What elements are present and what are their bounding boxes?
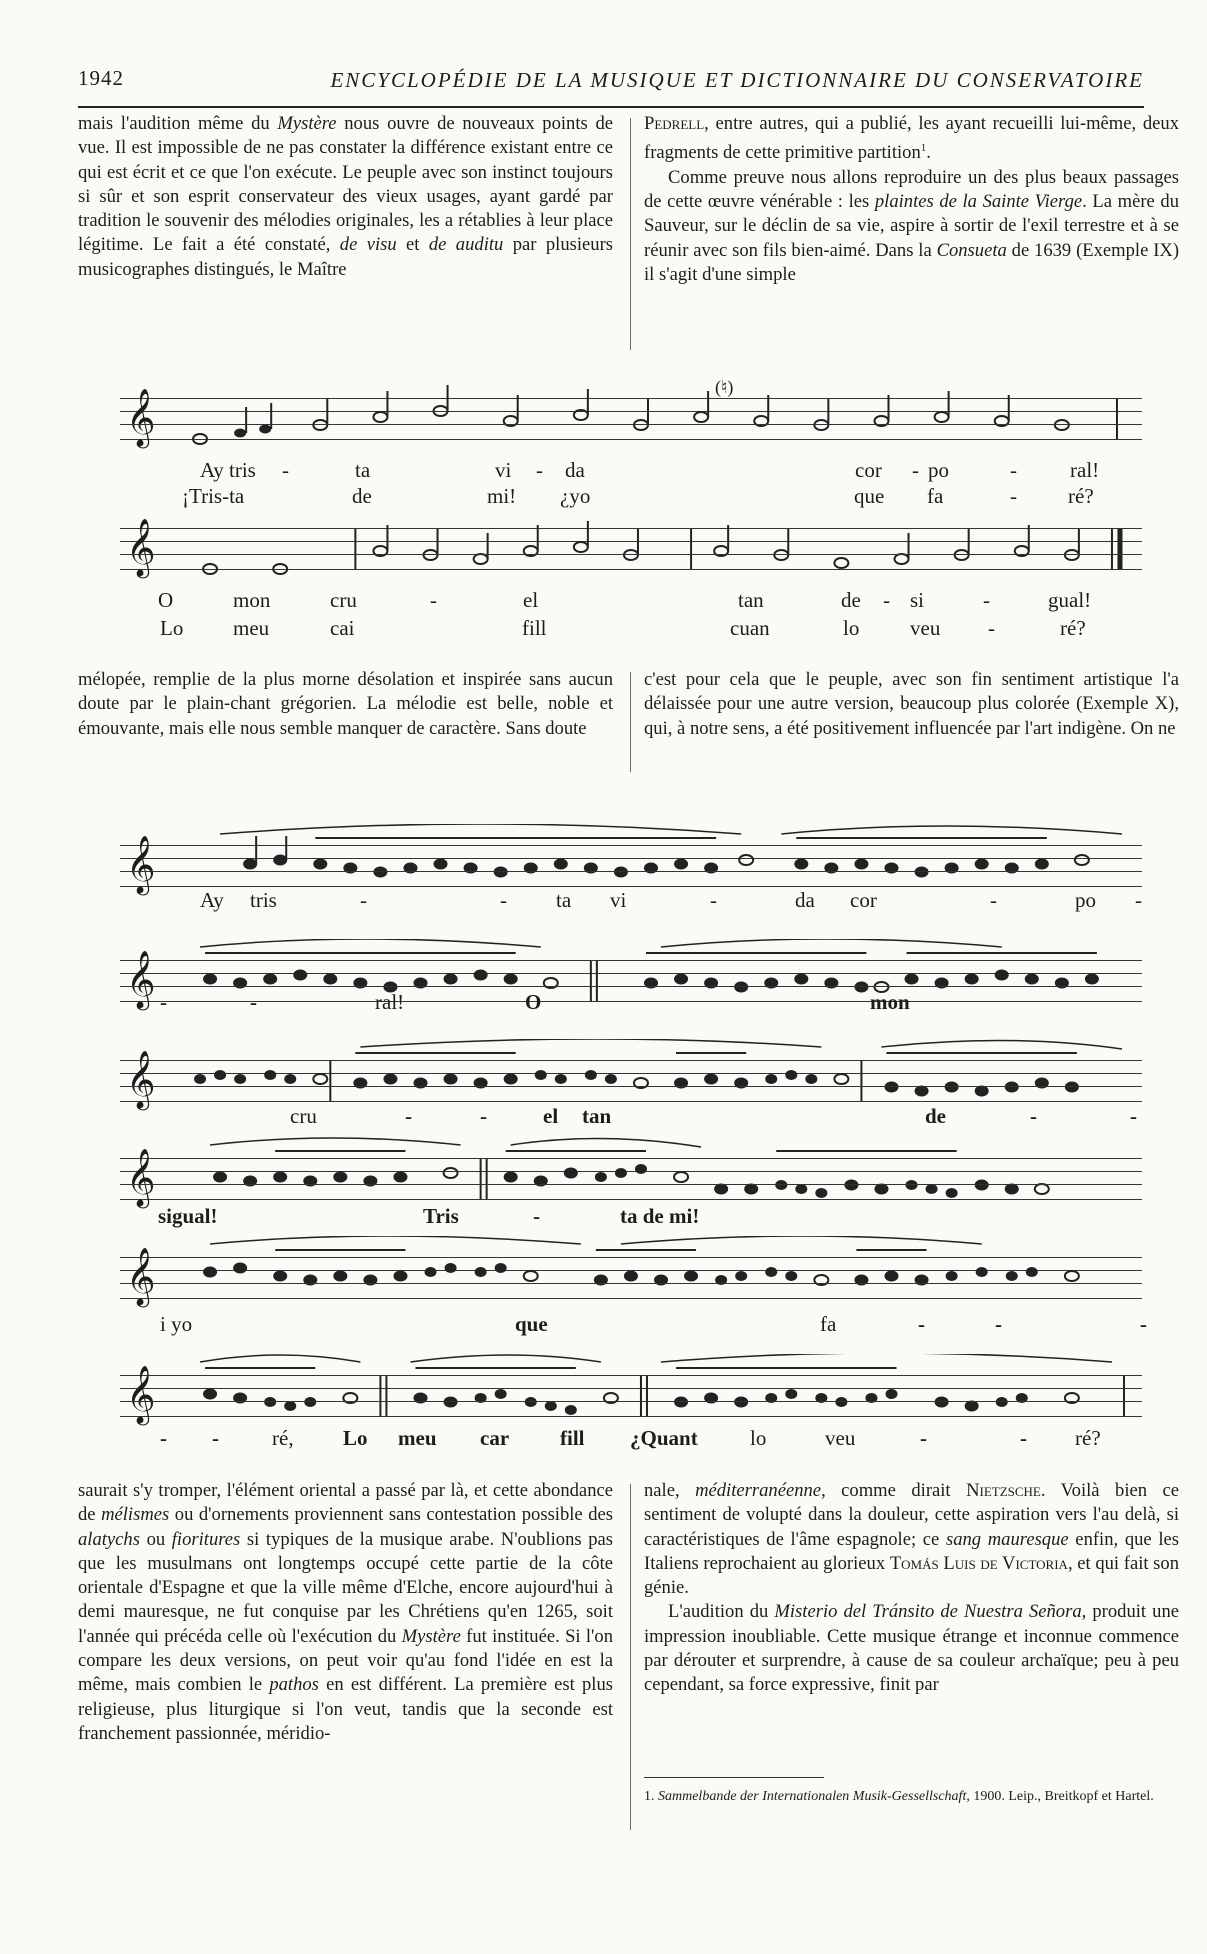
text-run: mais l'audition même du [78, 113, 278, 134]
lyric-syllable: ral! [375, 990, 405, 1014]
lyric-hyphen: - [918, 1312, 925, 1336]
lyric-hyphen: - [533, 1204, 540, 1228]
italic-run: alatychs [78, 1528, 140, 1550]
text-run: par plusieurs musicographes distingués, le Maître [78, 234, 613, 280]
lyric-syllable: mon [870, 990, 910, 1014]
lyric-syllable: da [795, 888, 815, 912]
note-row [180, 1354, 1132, 1434]
column-left-top [78, 112, 613, 282]
text-run: , entre autres, qui a publié, les ayant recueilli lui-même, deux fragments de cette primitive partition [644, 113, 1179, 164]
column-rule [630, 672, 631, 772]
lyric-hyphen: - [988, 616, 995, 640]
text-run: , produit une impression inoubliable. Cette musique étrange et inconnue commence par dérouter et surprendre, à cause de sa couleur archaïque; peu à peu cependant, sa force expressive, finit par [644, 1601, 1179, 1696]
music-staff [120, 1247, 1142, 1305]
treble-clef-icon: 𝄞 [126, 835, 156, 893]
text-run: ou d'ornements proviennent sans contestation possible des [169, 1504, 613, 1526]
column-rule [630, 118, 631, 350]
footnote-ref[interactable]: 1 [920, 142, 927, 155]
column-left-mid [78, 668, 613, 741]
italic-run: méditerranéenne [695, 1480, 822, 1501]
lyric-hyphen: - [710, 888, 717, 912]
text-run: ou [139, 1528, 172, 1550]
lyric-hyphen: - [250, 990, 257, 1014]
text-run: nous ouvre de nouveaux points de vue. Il est impossible de ne pas constater la différence existant entre ce qui est écrit et ce que l'on exécute. Le peuple avec son instinct toujours si sûr et son esprit conservateur des vieux usages, ayant gardé par tradition le souvenir des mélodies originales, les a rétablies à leur place légitime. Le fait a été constaté, [78, 113, 613, 256]
lyric-syllable: car [480, 1426, 510, 1450]
treble-clef-icon: 𝄞 [126, 950, 156, 1008]
italic-run: Misterio del Tránsito de Nuestra Señora [774, 1601, 1082, 1623]
page-number: 1942 [78, 66, 124, 90]
treble-clef-icon: 𝄞 [126, 388, 156, 446]
lyric-syllable: ta de mi! [620, 1204, 700, 1228]
italic-run: sang mauresque [945, 1528, 1069, 1550]
lyric-hyphen: - [912, 458, 919, 482]
lyric-hyphen: - [1020, 1426, 1027, 1450]
lyric-syllable: fill [560, 1426, 585, 1450]
paragraph [78, 112, 613, 282]
small-caps-name: Tomás Luis de Victoria [889, 1552, 1068, 1574]
natural-sign: (♮) [715, 377, 734, 397]
small-caps-name: Nietzsche [966, 1480, 1041, 1501]
footnote [644, 1787, 1184, 1807]
text-run: saurait s'y tromper, l'élément oriental a passé par là, et cette abondance de [78, 1480, 613, 1526]
italic-run: Consueta [936, 239, 1007, 261]
text-run: enfin, que les Italiens reprochaient au glorieux [644, 1528, 1179, 1574]
treble-clef-icon: 𝄞 [126, 1365, 156, 1423]
lyric-hyphen: - [983, 588, 990, 612]
music-staff [120, 388, 1142, 446]
italic-run: plaintes de la Sainte Vierge [874, 191, 1083, 213]
lyric-syllable: Ay [200, 888, 224, 912]
lyric-syllable: Ay tris [200, 458, 256, 482]
lyric-syllable: cor [850, 888, 877, 912]
running-title: ENCYCLOPÉDIE DE LA MUSIQUE ET DICTIONNAIRE DU CONSERVATOIRE [330, 68, 1144, 92]
lyric-syllable: O [525, 990, 542, 1014]
note-row [180, 1236, 1132, 1316]
lyric-syllable: cru [290, 1104, 317, 1128]
text-run: Comme preuve nous allons reproduire un des plus beaux passages de cette œuvre vénérable : les [644, 166, 1179, 213]
music-staff [120, 950, 1142, 1008]
lyric-syllable: po [928, 458, 949, 482]
lyric-syllable: gual! [1048, 588, 1092, 612]
italic-run: de visu [339, 234, 397, 256]
music-staff [120, 1365, 1142, 1423]
lyric-syllable: mi! [487, 484, 517, 508]
lyric-syllable: cai [330, 616, 355, 640]
lyric-syllable: vi [495, 458, 512, 482]
lyric-syllable: po [1075, 888, 1096, 912]
text-run: fut instituée. Si l'on compare les deux versions, on peut voir qu'au fond l'idée en est la même, mais combien le [78, 1625, 613, 1696]
treble-clef-icon: 𝄞 [126, 1148, 156, 1206]
lyric-hyphen: - [920, 1426, 927, 1450]
lyric-syllable: fa [820, 1312, 837, 1336]
lyric-hyphen: - [282, 458, 289, 482]
lyric-syllable: ré? [1075, 1426, 1101, 1450]
lyric-syllable: lo [750, 1426, 767, 1450]
lyric-syllable: sigual! [158, 1204, 218, 1228]
lyric-hyphen: - [360, 888, 367, 912]
lyric-syllable: tan [738, 588, 764, 612]
lyric-syllable: veu [910, 616, 941, 640]
lyric-hyphen: - [536, 458, 543, 482]
lyric-syllable: ¿yo [560, 484, 591, 508]
lyric-syllable: Tris [423, 1204, 459, 1228]
italic-run: de auditu [428, 234, 504, 256]
lyric-syllable: fill [522, 616, 547, 640]
lyric-hyphen: - [160, 990, 167, 1014]
lyric-syllable: i yo [160, 1312, 193, 1336]
paragraph [78, 1479, 613, 1746]
text-run: et [396, 234, 429, 256]
music-staff [120, 835, 1142, 893]
lyric-syllable: ta [556, 888, 572, 912]
lyric-syllable: de [925, 1104, 946, 1128]
lyric-syllable: si [910, 588, 925, 612]
lyric-hyphen: - [212, 1426, 219, 1450]
paragraph: mélopée, remplie de la plus morne désolation et inspirée sans aucun doute par le plain-chant grégorien. La mélodie est belle, noble et émouvante, mais elle nous semble manquer de caractère. Sans doute [78, 669, 613, 739]
note-row [180, 377, 1132, 457]
lyric-syllable: de [841, 588, 861, 612]
text-run: en est différent. La première est plus religieuse, plus liturgique si l'on veut, tandis que la seconde est franchement passionnée, méridio- [78, 1674, 613, 1744]
italic-run: pathos [269, 1674, 319, 1696]
lyric-syllable: meu [233, 616, 270, 640]
lyric-hyphen: - [405, 1104, 412, 1128]
lyric-syllable: el [543, 1104, 559, 1128]
lyric-syllable: fa [927, 484, 944, 508]
paragraph [644, 1479, 1179, 1600]
lyric-hyphen: - [1135, 888, 1142, 912]
music-staff [120, 518, 1142, 576]
lyric-syllable: veu [825, 1426, 856, 1450]
treble-clef-icon: 𝄞 [126, 518, 156, 576]
lyric-syllable: ré? [1068, 484, 1094, 508]
lyric-syllable: ré? [1060, 616, 1086, 640]
lyric-hyphen: - [480, 1104, 487, 1128]
text-run: nale, [644, 1480, 696, 1501]
lyric-syllable: de [352, 484, 372, 508]
lyric-hyphen: - [160, 1426, 167, 1450]
text-run: , comme dirait [821, 1480, 967, 1501]
lyric-syllable: O [158, 588, 174, 612]
lyric-hyphen: - [990, 888, 997, 912]
lyric-hyphen: - [1030, 1104, 1037, 1128]
italic-run: Mystère [401, 1625, 461, 1647]
lyric-syllable: meu [398, 1426, 437, 1450]
note-row [180, 939, 1132, 1019]
paragraph: c'est pour cela que le peuple, avec son fin sentiment artistique l'a délaissée pour une autre version, beaucoup plus colorée (Exemple X), qui, à notre sens, a été positivement influencée par l'art indigène. On ne [644, 669, 1179, 739]
italic-run: fioritures [171, 1528, 241, 1550]
column-right-bottom [644, 1479, 1179, 1698]
lyric-hyphen: - [430, 588, 437, 612]
text-run: , et qui fait son génie. [644, 1552, 1180, 1599]
music-staff [120, 1050, 1142, 1108]
lyric-syllable: ¡Tris-ta [182, 484, 245, 508]
lyric-hyphen: - [1130, 1104, 1137, 1128]
footnote-number: 1. [644, 1789, 655, 1804]
lyric-syllable: Lo [343, 1426, 368, 1450]
lyric-syllable: mon [233, 588, 271, 612]
note-row [180, 507, 1132, 587]
lyric-syllable: lo [843, 616, 860, 640]
italic-run: mélismes [101, 1504, 170, 1526]
lyric-hyphen: - [1010, 484, 1017, 508]
lyric-syllable: cru [330, 588, 357, 612]
lyric-hyphen: - [1140, 1312, 1147, 1336]
italic-run: Sammelbande der Internationalen Musik-Gessellschaft [658, 1789, 967, 1804]
italic-run: Mystère [277, 113, 337, 134]
column-right-top [644, 112, 1179, 287]
running-header [78, 66, 1144, 108]
text-run: de 1639 (Exemple IX) il s'agit d'une simple [644, 239, 1180, 285]
treble-clef-icon: 𝄞 [126, 1247, 156, 1305]
note-row [180, 1039, 1132, 1119]
text-run: . [926, 142, 931, 164]
paragraph [644, 112, 1179, 166]
text-run: , 1900. Leip., Breitkopf et Hartel. [966, 1789, 1154, 1804]
lyric-syllable: ¿Quant [630, 1426, 698, 1450]
text-run: si typiques de la musique arabe. N'oublions pas que les musulmans ont longtemps occupé cette partie de la côte orientale d'Espagne et que la ville même d'Elche, encore aujourd'hui à demi mauresque, ne fut conquise par les Chrétiens qu'en 1265, soit l'année qui précéda celle où l'exécution du [78, 1528, 613, 1647]
lyric-syllable: ré, [272, 1426, 294, 1450]
paragraph [644, 166, 1179, 287]
lyric-syllable: que [515, 1312, 548, 1336]
text-run: . Voilà bien ce sentiment de volupté dans la douleur, cette aspiration vers l'au delà, si caractéristiques de l'âme espagnole; ce [644, 1480, 1179, 1550]
column-rule [630, 1484, 631, 1830]
music-staff [120, 1148, 1142, 1206]
lyric-syllable: cuan [730, 616, 770, 640]
lyric-syllable: da [565, 458, 585, 482]
footnote-rule [644, 1777, 824, 1778]
text-run: . La mère du Sauveur, sur le déclin de sa vie, aspire à sortir de l'exil terrestre et à se réunir avec son fils bien-aimé. Dans la [644, 191, 1179, 261]
lyric-syllable: ta [355, 458, 371, 482]
text-run: L'audition du [668, 1601, 775, 1623]
paragraph [644, 1600, 1179, 1697]
lyric-syllable: vi [610, 888, 627, 912]
lyric-syllable: tris [250, 888, 277, 912]
lyric-hyphen: - [995, 1312, 1002, 1336]
lyric-syllable: cor [855, 458, 882, 482]
lyric-syllable: el [523, 588, 539, 612]
lyric-syllable: tan [582, 1104, 612, 1128]
lyric-syllable: ral! [1070, 458, 1100, 482]
small-caps-name: Pedrell [644, 113, 705, 134]
column-right-mid [644, 668, 1179, 741]
lyric-hyphen: - [500, 888, 507, 912]
lyric-hyphen: - [883, 588, 890, 612]
lyric-hyphen: - [1010, 458, 1017, 482]
lyric-syllable: que [854, 484, 885, 508]
treble-clef-icon: 𝄞 [126, 1050, 156, 1108]
lyric-syllable: Lo [160, 616, 184, 640]
column-left-bottom [78, 1479, 613, 1746]
